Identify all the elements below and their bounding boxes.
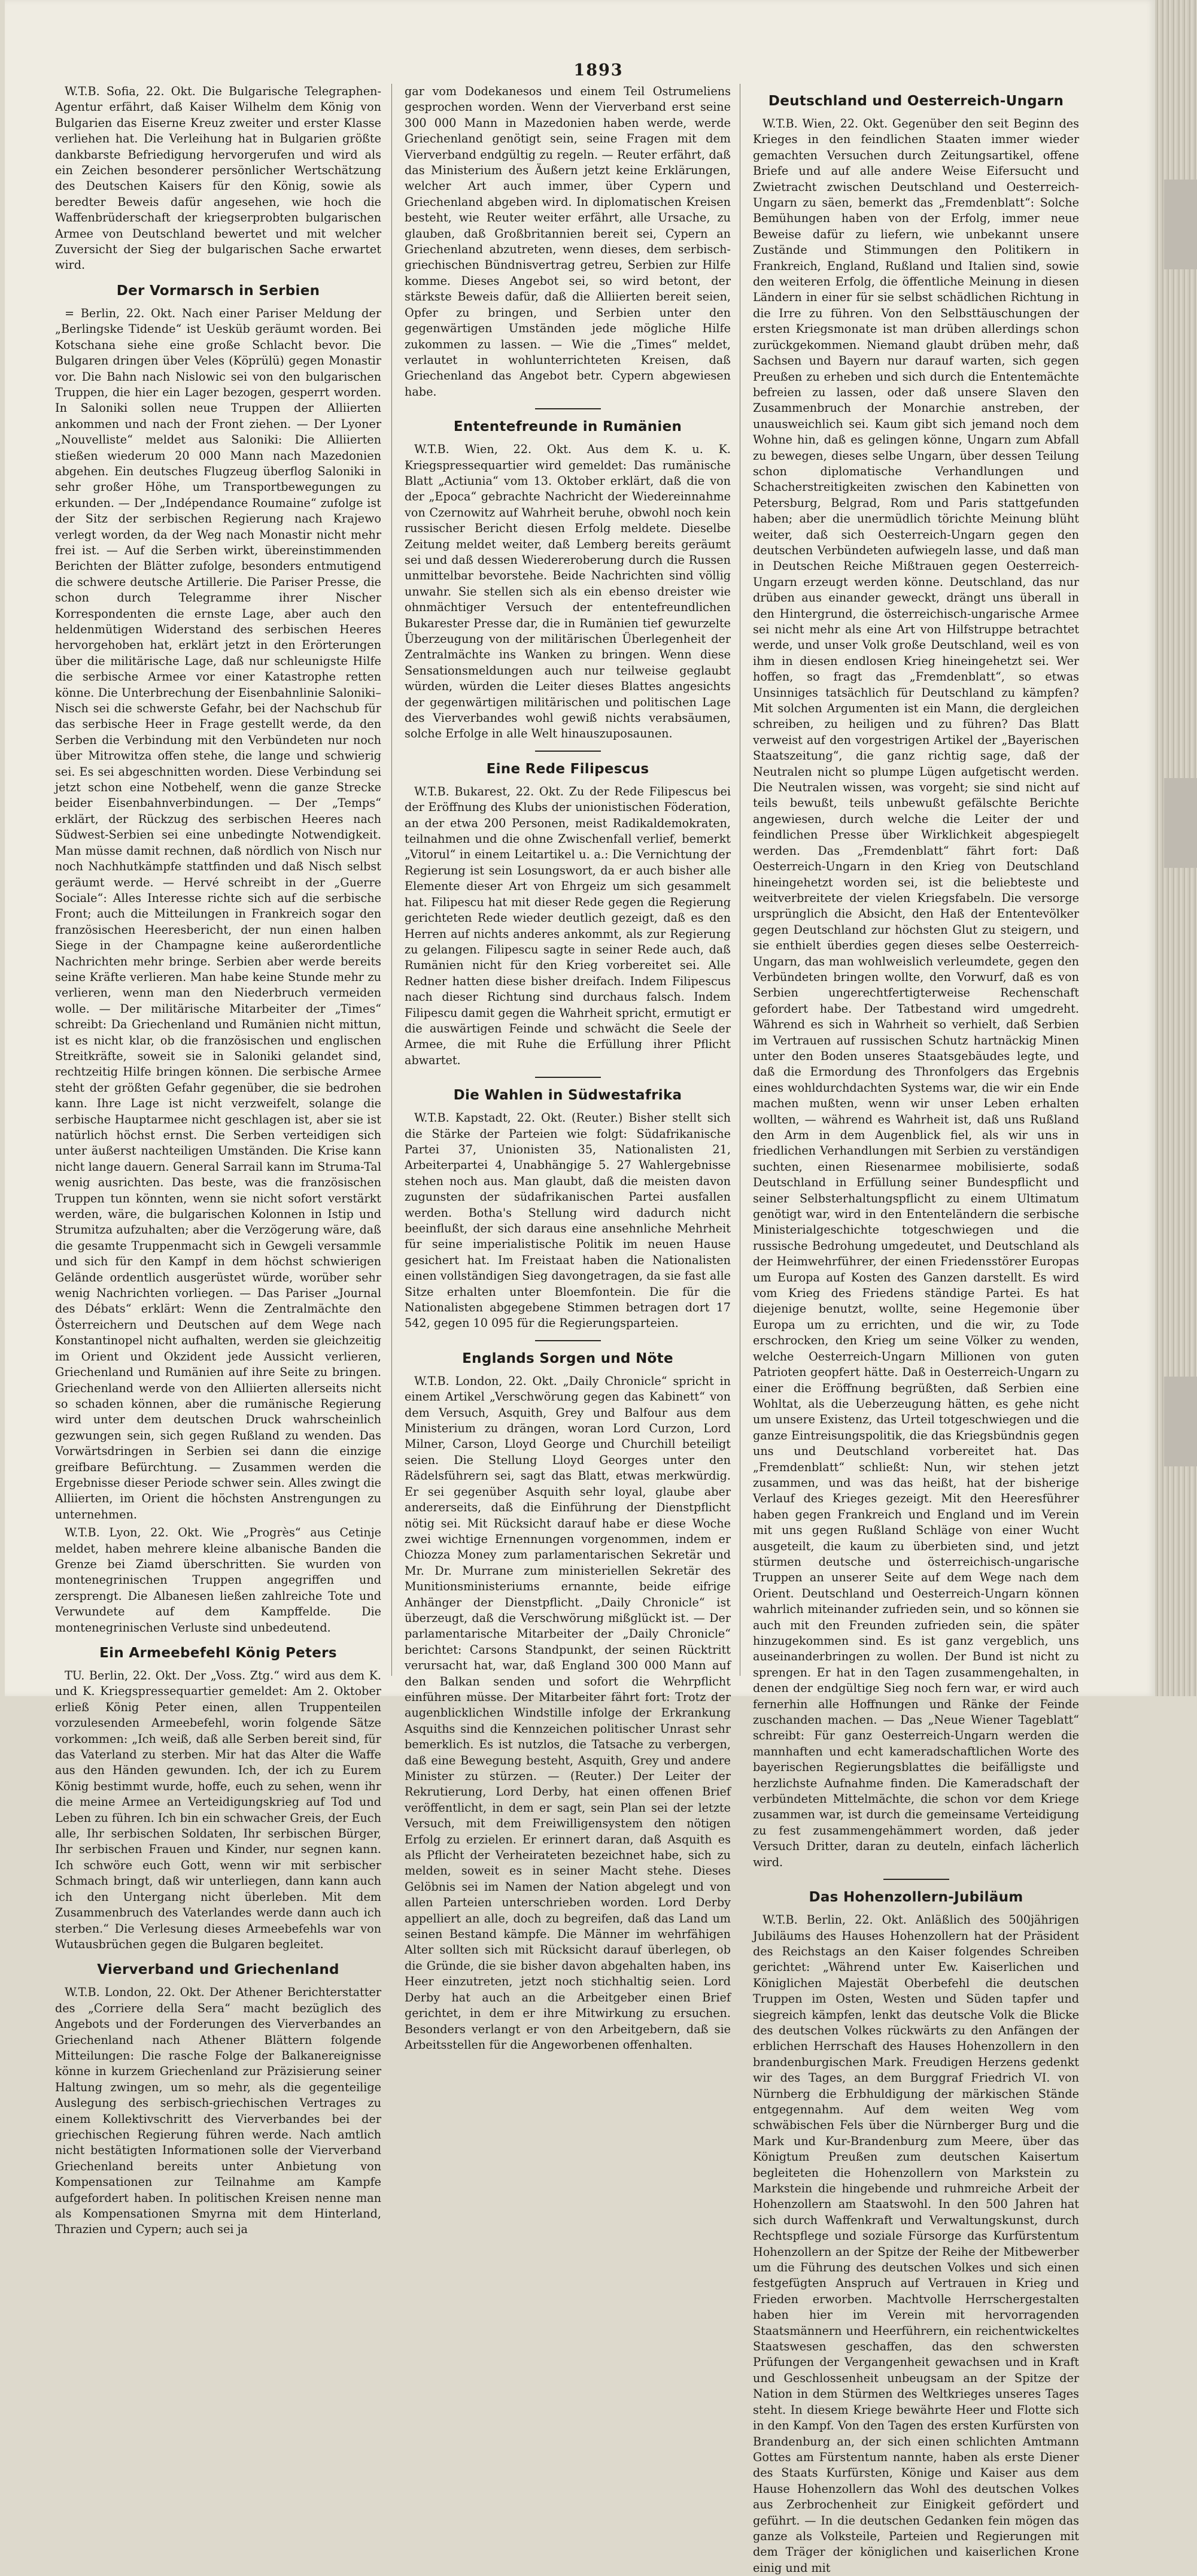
- article-paragraph: = Berlin, 22. Okt. Nach einer Pariser Meldung der „Berlingske Tidende“ ist Uesküb geräumt worden. Bei Kotschana siehe eine große Schlacht bevor. Die Bulgaren dringen über Veles (Köprülü) gegen Monastir vor. Die Bahn nach Nislowic sei von den bulgarischen Truppen, die hier ein Lager bezogen, gesperrt worden. In Saloniki sollen neue Truppen der Alliierten ankommen und nach der Front ziehen. — Der Lyoner „Nouvelliste“ meldet aus Saloniki: Die Alliierten stießen wiederum 20 000 Mann nach Mazedonien abgehen. Ein deutsches Flugzeug überflog Saloniki in sehr großer Höhe, um Transportbewegungen zu erkunden. — Der „Indépendance Roumaine“ zufolge ist der Sitz der serbischen Regierung nach Krajewo verlegt worden, da der Weg nach Monastir nicht mehr frei ist. — Auf die Serben wirkt, übereinstimmenden Berichten der Blätter zufolge, besonders entmutigend die schwere deutsche Artillerie. Die Pariser Presse, die schon durch Telegramme ihrer Nischer Korrespondenten die ernste Lage, aber auch den heldenmütigen Widerstand des serbischen Heeres hervorgehoben hat, erklärt jetzt in den Erörterungen über die militärische Lage, daß nur schleunigste Hilfe die serbische Armee vor einer Katastrophe retten könne. Die Unterbrechung der Eisenbahnlinie Saloniki–Nisch sei die schwerste Gefahr, bei der Nachschub für das serbische Heer in Frage gestellt werde, da den Serben die Verbindung mit den Verbündeten nur noch über Mitrowitza offen stehe, die lange und schwierig sei. Es sei abgeschnitten worden. Diese Verbindung sei jetzt schon eine Notbehelf, wenn die ganze Strecke beider Eisenbahnverbindungen. — Der „Temps“ erklärt, der Rückzug des serbischen Heeres nach Südwest-Serbien sei eine unbedingte Notwendigkeit. Man müsse damit rechnen, daß nördlich von Nisch nur noch Nachhutkämpfe stattfinden und daß Nisch selbst geräumt werde. — Hervé schreibt in der „Guerre Sociale“: Alles Interesse richte sich auf die serbische Front; auch die Mitteilungen in Frankreich sogar den französischen Heeresbericht, der nun einen halben Siege in der Champagne keine außerordentliche Nachrichten mehr bringe. Serbien aber werde bereits seine Kräfte verlieren. Man habe keine Stunde mehr zu verlieren, wenn man den Niederbruch vermeiden wolle. — Der militärische Mitarbeiter der „Times“ schreibt: Da Griechenland und Rumänien nicht mittun, ist es nicht klar, ob die französischen und englischen Streitkräfte, soweit sie in Saloniki gelandet sind, rechtzeitig Hilfe bringen können. Die serbische Armee steht der größten Gefahr gegenüber, die sie bedrohen kann. Ihre Lage ist nicht verzweifelt, solange die serbische Hauptarmee nicht geschlagen ist, aber sie ist natürlich höchst ernst. Die Serben verteidigen sich unter äußerst nachteiligen Umständen. Die Krise kann nicht lange dauern. General Sarrail kann im Struma-Tal wenig ausrichten. Das beste, was die französischen Truppen tun könnten, wenn sie nicht sofort verstärkt werden, wäre, die bulgarischen Kolonnen in Istip und Strumitza aufzuhalten; aber die Verzögerung wäre, daß die gesamte Truppenmacht sich in Gewgeli versammle und sich für den Kampf in dem höchst schwierigen Gelände ordentlich ausgerüstet würde, worüber sehr wenig Nachrichten vorliegen. — Das Pariser „Journal des Débats“ erklärt: Wenn die Zentralmächte den Österreichern und Deutschen auf dem Wege nach Konstantinopel nicht aufhalten, werden sie gleichzeitig im Orient und Okzident jede Aussicht verlieren, Griechenland und Rumänien auf ihre Seite zu bringen. Griechenland werde von den Alliierten allerseits nicht so schaden können, aber die rumänische Regierung wird unter dem deutschen Druck wahrscheinlich gezwungen sein, sich gegen Rußland zu wenden. Das Vorwärtsdringen in Serbien sei dann die einzige greifbare Befürchtung. — Zusammen werden die Ergebnisse dieser Periode schwer sein. Alles zwingt die Alliierten, im Orient die höchsten Anstrengungen zu unternehmen.: [55, 306, 381, 1521]
- article-paragraph: W.T.B. London, 22. Okt. „Daily Chronicle“ spricht in einem Artikel „Verschwörung gegen das Kabinett“ von dem Versuch, Asquith, Grey und Balfour aus dem Ministerium zu drängen, woran Lord Curzon, Lord Milner, Carson, Lloyd George und Churchill beteiligt seien. Die Stellung Lloyd Georges unter den Rädelsführern sei, sagt das Blatt, etwas merkwürdig. Er sei gegenüber Asquith sehr loyal, glaube aber andererseits, daß die Einführung der Dienstpflicht nötig sei. Mit Rücksicht darauf habe er diese Woche zwei wichtige Ernennungen vorgenommen, indem er Chiozza Money zum parlamentarischen Sekretär und Mr. Dr. Murrane zum ministeriellen Sekretär des Munitionsministeriums ernannte, beide eifrige Anhänger der Dienstpflicht. „Daily Chronicle“ ist überzeugt, daß die Verschwörung mißglückt ist. — Der parlamentarische Mitarbeiter der „Daily Chronicle“ berichtet: Carsons Standpunkt, der seinen Rücktritt verursacht hat, war, daß England 300 000 Mann auf den Balkan senden und sofort die Wehrpflicht einführen müsse. Der Mitarbeiter fährt fort: Trotz der augenblicklichen Windstille infolge der Erkrankung Asquiths sind die Kennzeichen politischer Unrast sehr bemerklich. Es ist nutzlos, die Tatsache zu verbergen, daß eine Bewegung besteht, Asquith, Grey und andere Minister zu stürzen. — (Reuter.) Der Leiter der Rekrutierung, Lord Derby, hat einen offenen Brief veröffentlicht, in dem er sagt, sein Plan sei der letzte Versuch, mit dem Freiwilligensystem den nötigen Erfolg zu erzielen. Er erinnert daran, daß Asquith es als Pflicht der Verheirateten bezeichnet habe, sich zu melden, soweit es in seiner Macht stehe. Dieses Gelöbnis sei im Namen der Nation abgelegt und von allen Parteien unterschrieben worden. Lord Derby appelliert an alle, doch zu begreifen, daß das Land um seinen Bestand kämpfe. Die Männer im wehrfähigen Alter sollten sich mit Rücksicht darauf überlegen, ob die Gründe, die sie bisher davon abgehalten haben, ins Heer einzutreten, jetzt noch stichhaltig seien. Lord Derby hat auch an die Arbeitgeber einen Brief gerichtet, in dem er ihre Mitwirkung zu ersuchen. Besonders verlangt er von den Arbeitgebern, daß sie Arbeitsstellen für die Angeworbenen offenhalten.: [405, 1374, 731, 2052]
- article-headline: Englands Sorgen und Nöte: [405, 1340, 731, 1368]
- column-middle: [405, 84, 731, 2052]
- binding-tab: [1164, 778, 1197, 868]
- article-headline: Der Vormarsch in Serbien: [116, 282, 320, 299]
- article-paragraph: W.T.B. Wien, 22. Okt. Gegenüber den seit Beginn des Krieges in den feindlichen Staaten immer wieder gemachten Versuchen durch Zeitungsartikel, offene Briefe und auf alle andere Weise Eifersucht und Zwietracht zwischen Deutschland und Oesterreich-Ungarn zu säen, bemerkt das „Fremdenblatt“: Solche Bemühungen haben von der Erfolg, immer neue Beweise dafür zu liefern, wie unbekannt unsere Zustände und Stimmungen den Politikern in Frankreich, England, Rußland und Italien sind, sowie den weiteren Erfolg, die öffentliche Meinung in diesen Ländern in einer für sie selbst schädlichen Richtung in die Irre zu führen. Von den Selbsttäuschungen der ersten Kriegsmonate ist man drüben allerdings schon zurückgekommen. Niemand glaubt drüben mehr, daß Sachsen und Bayern nur darauf warten, sich gegen Preußen zu erheben und sich durch die Ententemächte befreien zu lassen, oder daß unsere Slaven den Zusammenbruch der Monarchie anstreben, der unausweichlich sei. Kaum gibt sich jemand noch dem Wohne hin, daß es gelingen könne, Ungarn zum Abfall zu bewegen, dieses selbe Ungarn, über dessen Teilung schon diplomatische Verhandlungen und Schacherstreitigkeiten zwischen den Kabinetten von Petersburg, Belgrad, Rom und Paris stattgefunden haben; aber die unermüdlich törichte Meinung blüht weiter, daß sich Oesterreich-Ungarn gegen den deutschen Verbündeten aufwiegeln lasse, und daß man in Deutschen Reiche Mißtrauen gegen Oesterreich-Ungarn erzeugt werden könne. Deutschland, das nur drüben aus einander geweckt, drängt uns überall in den Hintergrund, die österreichisch-ungarische Armee sei nicht mehr als eine Art von Hilfstruppe betrachtet werde, und unser Volk große Deutschland, weil es von ihm in diesen endlosen Krieg hineingehetzt sei. Wer hoffen, so fragt das „Fremdenblatt“, so etwas Unsinniges tatsächlich für Deutschland zu kämpfen? Mit solchen Argumenten ist ein Mann, die dergleichen schreiben, zu heiligen und zu führen? Das Blatt verweist auf den vorgestrigen Artikel der „Bayerischen Staatszeitung“, die ganz richtig sage, daß der Neutralen nicht so plumpe Lügen aufgetischt werden. Die Neutralen wissen, was vorgeht; sie sind nicht auf teils bewußt, teils unbewußt gefälschte Berichte angewiesen, durch welche die Leiter der und feindlichen Presse über Wirklichkeit abgespiegelt werden. Das „Fremdenblatt“ fährt fort: Daß Oesterreich-Ungarn in den Krieg von Deutschland hineingehetzt worden sei, ist die beliebteste und weitverbreitete der vielen Kriegsfabeln. Die versorge ursprünglich die Absicht, den Haß der Ententevölker gegen Deutschland zur höchsten Glut zu steigern, und sie enthielt überdies gegen dieses selbe Oesterreich-Ungarn, das man wohlweislich verleumdete, gegen den Verbündeten bringen wollte, den Vorwurf, daß es von Serbien ungerechtfertigterweise Rechenschaft gefordert habe. Der Tatbestand wird umgedreht. Während es sich in Wahrheit so verhielt, daß Serbien im Vertrauen auf russischen Schutz hartnäckig Minen unter den Boden unseres Staatsgebäudes legte, und daß die Ermordung des Thronfolgers das Ergebnis eines wohldurchdachten Systems war, die wir ein Ende machen mußten, wenn wir unser Leben erhalten wollten, — während es Wahrheit ist, daß uns Rußland den Arm in dem Augenblick fiel, als wir uns in friedlichen Verhandlungen mit Serbien zu verständigen suchten, einen Riesenarmee mobilisierte, sodaß Deutschland in Erfüllung seiner Bundespflicht und seiner Selbsterhaltungspflicht zu einem Ultimatum genötigt war, wird in den Ententeländern die serbische Ministerialgeschichte totgeschwiegen und die russische Bedrohung umgedeutet, und Deutschland als der Heimwehrführer, der einen Friedensstörer Europas um Europa auf Kosten des Ganzen darstellt. Es wird vom Krieg des Friedens ständige Partei. Es hat diejenige benutzt, wollte, seine Hegemonie über Europa um zu errichten, und die wir, zu Tode erschrocken, den Krieg um seine Völker zu wenden, welche Oesterreich-Ungarn Millionen von guten Patrioten geopfert hätte. Daß in Oesterreich-Ungarn zu einer die Eröffnung begrüßten, daß Serbien eine Wohltat, als die Ueberzeugung hätten, es gehe nicht um unsere Existenz, das Urteil totgeschwiegen und die ganze Eintreisungspolitik, die das Kriegsbündnis gegen uns und Deutschland vorbereitet hat. Das „Fremdenblatt“ schließt: Nun, wir stehen jetzt zusammen, und was das heißt, hat der bisherige Verlauf des Krieges gezeigt. Mit den Heeresführer haben gegen Frankreich und England und im Verein mit uns gegen Rußland Schläge von einer Wucht ausgeteilt, die kaum zu überbieten sind, und jetzt stürmen deutsche und österreichisch-ungarische Truppen an unserer Seite auf dem Wege nach dem Orient. Deutschland und Oesterreich-Ungarn können wahrlich miteinander zufrieden sein, und so können sie auch mit den Freunden zufrieden sein, die später hinzugekommen sind. Es ist ganz vergeblich, uns auseinanderbringen zu wollen. Der Bund ist nicht zu sprengen. Er hat in den Tagen zusammengehalten, in denen der endgültige Sieg noch fern war, er wird auch fernerhin alle Hoffnungen und Ränke der Feinde zuschanden machen. — Das „Neue Wiener Tageblatt“ schreibt: Für ganz Oesterreich-Ungarn werden die mannhaften und echt kameradschaftlichen Worte des bayerischen Regierungsblattes die beifälligste und herzlichste Aufnahme finden. Die Kameradschaft der verbündeten Mittelmächte, die schon vor dem Kriege zusammen war, ist durch die gemeinsame Verteidigung zu fest zusammengehämmert worden, daß jeder Versuch Dritter, daran zu deuteln, einfach lächerlich wird.: [753, 117, 1079, 1869]
- article-paragraph: W.T.B. Berlin, 22. Okt. Anläßlich des 500jährigen Jubiläums des Hauses Hohenzollern hat der Präsident des Reichstags an den Kaiser folgendes Schreiben gerichtet: „Während unter Ew. Kaiserlichen und Königlichen Majestät Oberbefehl die deutschen Truppen im Osten, Westen und Süden tapfer und siegreich kämpfen, lenkt das deutsche Volk die Blicke des deutschen Volkes rückwärts zu den Anfängen der erblichen Herrschaft des Hauses Hohenzollern in den brandenburgischen Mark. Freudigen Herzens gedenkt wir des Tages, an dem Burggraf Friedrich VI. von Nürnberg die Erbhuldigung der märkischen Stände entgegennahm. Auf dem weiten Weg vom schwäbischen Fels über die Nürnberger Burg und die Mark und Kur-Brandenburg zum Meere, über das Königtum Preußen zum deutschen Kaisertum begleiteten die Hohenzollern von Markstein zu Markstein die hingebende und ruhmreiche Arbeit der Hohenzollern am Staatswohl. In den 500 Jahren hat sich durch Waffenkraft und Verwaltungskunst, durch Rechtspflege und soziale Fürsorge das Kurfürstentum Hohenzollern an der Spitze der Reihe der Mitbewerber um die Führung des deutschen Volkes und sich einen festgefügten Anspruch auf Vertrauen in Krieg und Frieden erworben. Machtvolle Herrschergestalten haben hier im Verein mit hervorragenden Staatsmännern und Heerführern, ein reichentwickeltes Staatswesen geschaffen, das den schwersten Prüfungen der Vergangenheit gewachsen und in Kraft und Geschlossenheit unbeugsam an der Spitze der Nation in dem Stürmen des Weltkrieges unseres Tages steht. In diesem Kriege bewährte Heer und Flotte sich in den Kampf. Von den Tagen des ersten Kurfürsten von Brandenburg an, der sich einen schlichten Amtmann Gottes am Fürstentum nannte, haben als erste Diener des Staats Kurfürsten, Könige und Kaiser aus dem Hause Hohenzollern das Wohl des deutschen Volkes aus Zerbrochenheit zur Einigkeit gefördert und geführt. — In die deutschen Gedanken fein mögen das ganze als Volksteile, Parteien und Regierungen mit dem Träger der königlichen und kaiserlichen Krone einig und mit: [753, 1913, 1079, 2575]
- binding-tab: [1164, 1377, 1197, 1466]
- column-right: [753, 84, 1079, 2575]
- article-headline: Vierverband und Griechenland: [97, 1962, 339, 1978]
- binding-tab: [1164, 180, 1197, 269]
- article-paragraph: W.T.B. Wien, 22. Okt. Aus dem K. u. K. Kriegspressequartier wird gemeldet: Das rumänische Blatt „Actiunia“ vom 13. Oktober erklärt, daß die von der „Epoca“ gebrachte Nachricht der Wiedereinnahme von Czernowitz auf Wahrheit beruhe, obwohl noch kein russischer Bericht diesen Erfolg meldete. Dieselbe Zeitung meldet weiter, daß Lemberg bereits geräumt sei und daß dessen Wiedereroberung durch die Russen unmittelbar bevorstehe. Beide Nachrichten sind völlig unwahr. Sie stellen sich als ein ebenso dreister wie ohnmächtiger Versuch der ententefreundlichen Bukarester Presse dar, die in Rumänien tief gewurzelte Überzeugung von der militärischen Überlegenheit der Zentralmächte ins Wanken zu bringen. Wenn diese Sensationsmeldungen auch nur teilweise geglaubt würden, würden die Leiter dieses Blattes angesichts der gegenwärtigen militärischen und politischen Lage des Vierverbandes wohl gewiß nichts verabsäumen, solche Erfolge in alle Welt hinauszuposaunen.: [405, 442, 731, 741]
- column-left: [55, 84, 381, 2237]
- article-headline: Ententefreunde in Rumänien: [405, 408, 731, 436]
- article-headline: Ein Armeebefehl König Peters: [99, 1645, 337, 1661]
- article-headline: Die Wahlen in Südwestafrika: [405, 1077, 731, 1104]
- article-headline: Das Hohenzollern-Jubiläum: [753, 1879, 1079, 1906]
- article-paragraph: W.T.B. Kapstadt, 22. Okt. (Reuter.) Bisher stellt sich die Stärke der Parteien wie folgt: Südafrikanische Partei 37, Unionisten 35, Nationalisten 21, Arbeiterpartei 4, Unabhängige 5. 27 Wahlergebnisse stehen noch aus. Man glaubt, daß die meisten davon zugunsten der südafrikanischen Partei ausfallen werden. Botha's Stellung wird dadurch nicht beeinflußt, der sich daraus eine ansehnliche Mehrheit für seine imperialistische Politik im neuen Hause gesichert hat. Im Freistaat haben die Nationalisten einen vollständigen Sieg davongetragen, da sie fast alle Sitze erhalten unter Bloemfontein. Die für die Nationalisten abgegebene Stimmen betragen dort 17 542, gegen 10 095 für die Regierungsparteien.: [405, 1111, 731, 1330]
- article-headline: Deutschland und Oesterreich-Ungarn: [768, 93, 1064, 109]
- page-number: 1893: [573, 61, 624, 80]
- article-paragraph: W.T.B. London, 22. Okt. Der Athener Berichterstatter des „Corriere della Sera“ macht bezüglich des Angebots und der Forderungen des Vierverbandes an Griechenland nach Athener Blättern folgende Mitteilungen: Die rasche Folge der Balkanereignisse könne in kurzem Griechenland zur Präzisierung seiner Haltung zwingen, um so mehr, als die gegenteilige Auslegung des serbisch-griechischen Vertrages zu einem Kollektivschritt des Vierverbandes bei der griechischen Regierung führen werde. Nach amtlich nicht bestätigten Informationen solle der Vierverband Griechenland bereits unter Anbietung von Kompensationen zur Teilnahme am Kampfe aufgefordert haben. In politischen Kreisen nenne man als Kompensationen Smyrna mit dem Hinterland, Thrazien und Cypern; auch sei ja: [55, 1985, 381, 2237]
- article-paragraph: gar vom Dodekanesos und einem Teil Ostrumeliens gesprochen worden. Wenn der Vierverband erst seine 300 000 Mann in Mazedonien haben werde, werde Griechenland genötigt sein, seine Fragen mit dem Vierverband endgültig zu regeln. — Reuter erfährt, daß das Ministerium des Äußern jetzt keine Erklärungen, welcher Art auch immer, über Cypern und Griechenland abgeben wird. In diplomatischen Kreisen besteht, wie Reuter weiter erfährt, alle Ursache, zu glauben, daß Großbritannien bereit sei, Cypern an Griechenland abzutreten, wenn dieses, dem serbisch-griechischen Bündnisvertrag getreu, Serbien zur Hilfe komme. Dieses Angebot sei, so wird betont, der stärkste Beweis dafür, daß die Alliierten bereit seien, Opfer zu bringen, und Serbien unter den gegenwärtigen Umständen jede mögliche Hilfe zukommen zu lassen. — Wie die „Times“ meldet, verlautet in wohlunterrichteten Kreisen, daß Griechenland das Angebot betr. Cypern abgewiesen habe.: [405, 84, 731, 399]
- article-paragraph: W.T.B. Lyon, 22. Okt. Wie „Progrès“ aus Cetinje meldet, haben mehrere kleine albanische Banden die Grenze bei Ziamd überschritten. Sie wurden von montenegrinischen Truppen angegriffen und zersprengt. Die Albanesen ließen zahlreiche Tote und Verwundete auf dem Kampffelde. Die montenegrinischen Verluste sind unbedeutend.: [55, 1526, 381, 1635]
- article-headline: Eine Rede Filipescus: [405, 751, 731, 778]
- column-rule: [391, 84, 392, 1676]
- article-paragraph: W.T.B. Sofia, 22. Okt. Die Bulgarische Telegraphen-Agentur erfährt, daß Kaiser Wilhelm dem König von Bulgarien das Eiserne Kreuz zweiter und erster Klasse verliehen hat. Die Verleihung hat in Bulgarien größte dankbarste Befriedigung hervorgerufen und wird als ein Zeichen besonderer persönlicher Wertschätzung des Deutschen Kaisers für den König, sowie als beredter Beweis dafür angesehen, wie hoch die Waffenbrüderschaft der kriegserprobten bulgarischen Armee von Deutschland bewertet und mit welcher Zuversicht der Sieg der bulgarischen Sache erwartet wird.: [55, 84, 381, 272]
- article-paragraph: W.T.B. Bukarest, 22. Okt. Zu der Rede Filipescus bei der Eröffnung des Klubs der unionistischen Föderation, an der etwa 200 Personen, meist Radikaldemokraten, teilnahmen und die ohne Zwischenfall verlief, bemerkt „Vitorul“ in einem Leitartikel u. a.: Die Vernichtung der Regierung ist sein Losungswort, da er auch bisher alle Elemente dieser Art von Ehrgeiz um sich gesammelt hat. Filipescu hat mit dieser Rede gegen die Regierung gerichteten Rede wieder deutlich gezeigt, daß es den Herren auf nichts anderes ankommt, als zur Regierung zu gelangen. Filipescu sagte in seiner Rede auch, daß Rumänien nicht für den Krieg vorbereitet sei. Alle Redner hatten diese bisher dreifach. Indem Filipescus nach dieser Richtung sind durchaus falsch. Indem Filipescu damit gegen die Wahrheit spricht, ermutigt er die auswärtigen Feinde und schwächt die Seele der Armee, die mit Ruhe die Erfüllung ihrer Pflicht abwartet.: [405, 784, 731, 1067]
- article-paragraph: TU. Berlin, 22. Okt. Der „Voss. Ztg.“ wird aus dem K. und K. Kriegspressequartier gemeldet: Am 2. Oktober erließ König Peter einen, allen Truppenteilen vorzulesenden Armeebefehl, worin folgende Sätze vorkommen: „Ich weiß, daß alle Serben bereit sind, für das Vaterland zu sterben. Mir hat das Alter die Waffe aus den Händen gewunden. Ich, der ich zu Eurem König bestimmt wurde, hoffe, euch zu sehen, wenn ihr die meine Armee an Verteidigungskrieg auf Tod und Leben zu führen. Ich bin ein schwacher Greis, der Euch alle, Ihr serbischen Soldaten, Ihr serbischen Bürger, Ihr serbischen Frauen und Kinder, nur segnen kann. Ich schwöre euch Gott, wenn wir mit serbischer Schmach bringt, daß wir unterliegen, dann kann auch ich den Untergang nicht überleben. Mit dem Zusammenbruch des Vaterlandes werde dann auch ich sterben.“ Die Verlesung dieses Armeebefehls war von Wutausbrüchen gegen die Bulgaren begleitet.: [55, 1669, 381, 1951]
